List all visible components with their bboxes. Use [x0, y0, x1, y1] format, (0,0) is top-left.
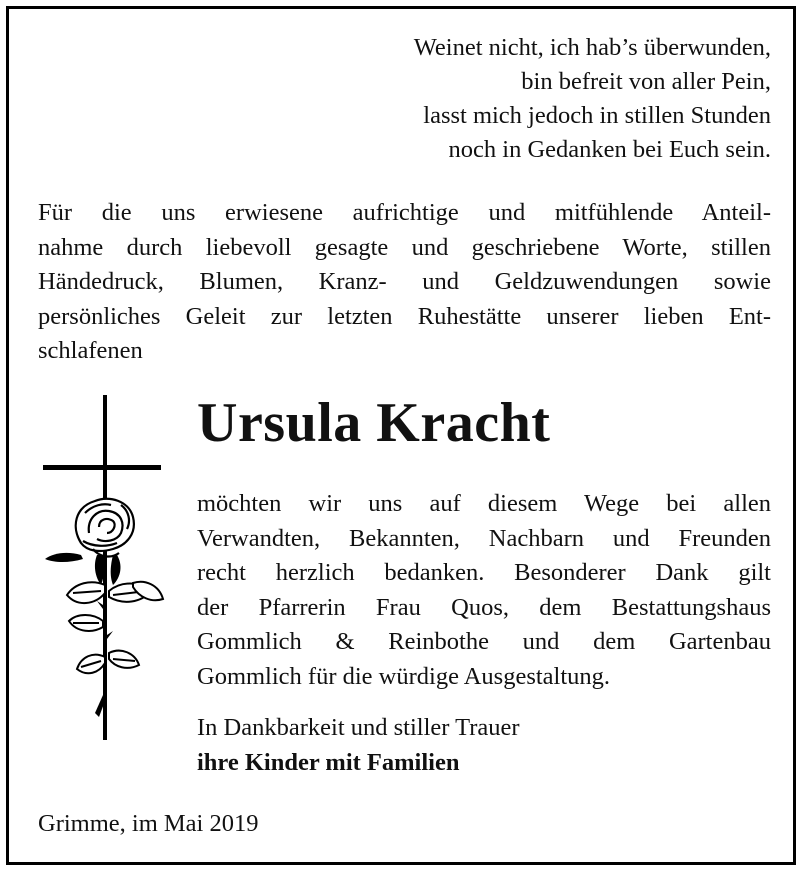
intro-line: schlafenen	[38, 337, 143, 364]
intro-line: Händedruck, Blumen, Kranz- und Geldzuwendungen sowie	[38, 268, 771, 295]
thanks-paragraph	[197, 487, 771, 694]
cross-with-rose-icon	[37, 395, 167, 740]
deceased-name: Ursula Kracht	[197, 392, 551, 454]
poem-line: Weinet nicht, ich hab’s überwunden,	[413, 34, 771, 61]
closing	[197, 711, 520, 780]
poem	[414, 31, 771, 167]
intro-paragraph	[38, 196, 771, 369]
poem-line: bin befreit von aller Pein,	[521, 68, 771, 95]
intro-line: Für die uns erwiesene aufrichtige und mitfühlende Anteil-	[38, 199, 771, 226]
thanks-line: Gommlich & Reinbothe und dem Gartenbau	[197, 628, 771, 655]
thanks-line: der Pfarrerin Frau Quos, dem Bestattungshaus	[197, 593, 771, 621]
intro-line: persönliches Geleit zur letzten Ruhestätte unserer lieben Ent-	[38, 302, 771, 330]
thanks-line: recht herzlich bedanken. Besonderer Dank gilt	[197, 559, 771, 586]
thanks-line: Gommlich für die würdige Ausgestaltung.	[197, 662, 611, 690]
poem-line: lasst mich jedoch in stillen Stunden	[423, 102, 771, 129]
poem-line: noch in Gedanken bei Euch sein.	[448, 136, 771, 163]
intro-line: nahme durch liebevoll gesagte und geschriebene Worte, stillen	[38, 233, 771, 261]
signature: ihre Kinder mit Familien	[197, 748, 460, 776]
obituary-notice	[6, 6, 796, 865]
thanks-line: Verwandten, Bekannten, Nachbarn und Freunden	[197, 524, 771, 552]
thanks-line: möchten wir uns auf diesem Wege bei allen	[197, 490, 771, 517]
closing-line: In Dankbarkeit und stiller Trauer	[197, 714, 520, 741]
place-date: Grimme, im Mai 2019	[38, 810, 259, 837]
